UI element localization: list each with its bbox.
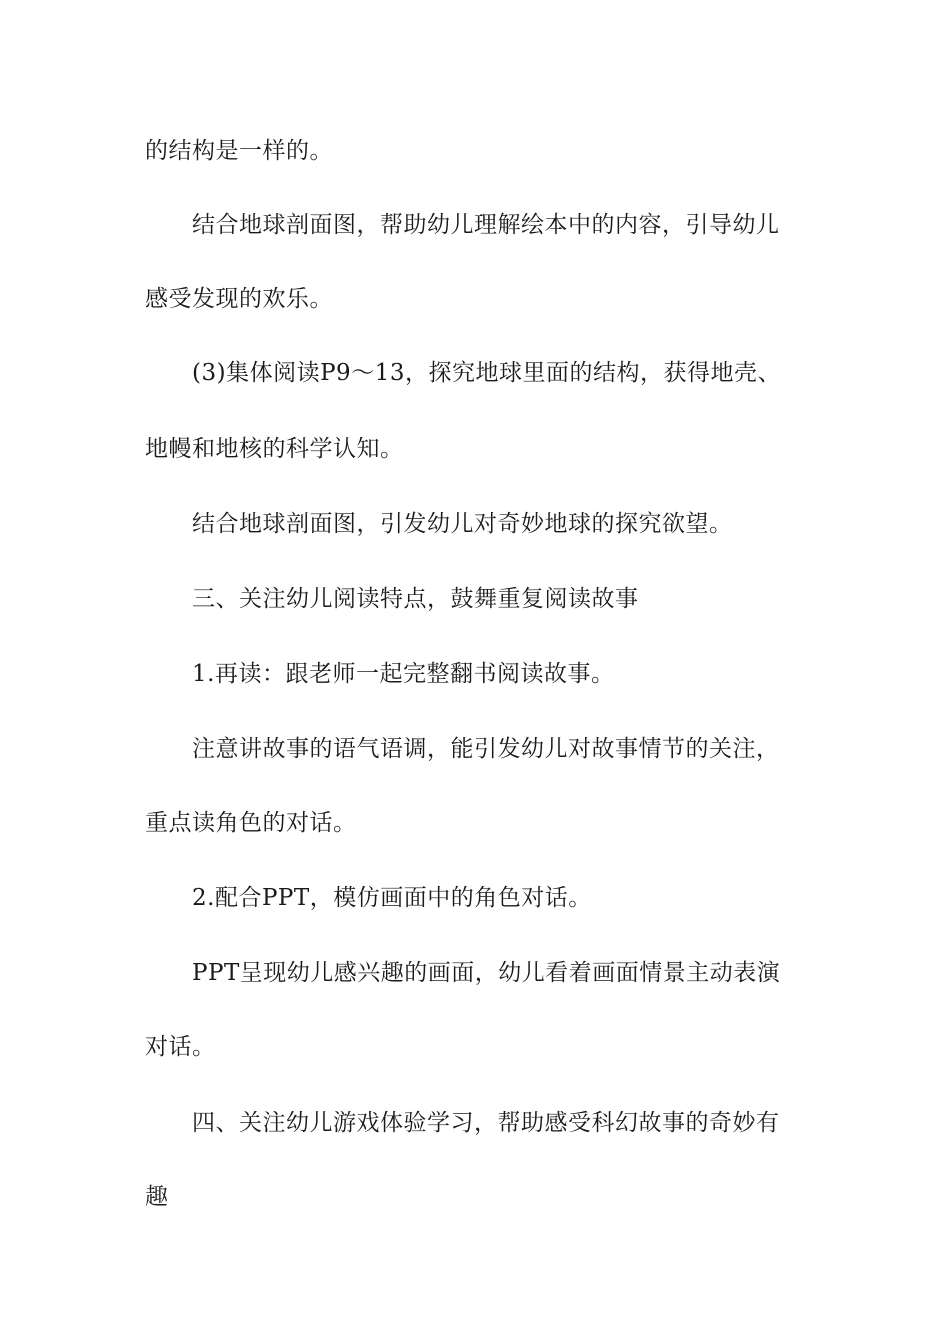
text-line: PPT呈现幼儿感兴趣的画面，幼儿看着画面情景主动表演 [192, 960, 781, 986]
text-line: (3)集体阅读P9～13，探究地球里面的结构，获得地壳、 [192, 360, 781, 386]
text-line: 趣 [145, 1184, 169, 1210]
text-line: 的结构是一样的。 [145, 138, 333, 164]
section-heading: 三、关注幼儿阅读特点，鼓舞重复阅读故事 [192, 586, 639, 612]
text-line: 地幔和地核的科学认知。 [145, 436, 404, 462]
text-line: 对话。 [145, 1034, 216, 1060]
text-line: 2.配合PPT，模仿画面中的角色对话。 [192, 885, 592, 911]
text-line: 注意讲故事的语气语调，能引发幼儿对故事情节的关注， [192, 736, 780, 762]
text-line: 感受发现的欢乐。 [145, 286, 333, 312]
text-line: 1.再读：跟老师一起完整翻书阅读故事。 [192, 661, 615, 687]
text-line: 结合地球剖面图，帮助幼儿理解绘本中的内容，引导幼儿 [192, 212, 780, 238]
text-line: 结合地球剖面图，引发幼儿对奇妙地球的探究欲望。 [192, 511, 733, 537]
text-line: 重点读角色的对话。 [145, 810, 357, 836]
section-heading: 四、关注幼儿游戏体验学习，帮助感受科幻故事的奇妙有 [192, 1110, 780, 1136]
